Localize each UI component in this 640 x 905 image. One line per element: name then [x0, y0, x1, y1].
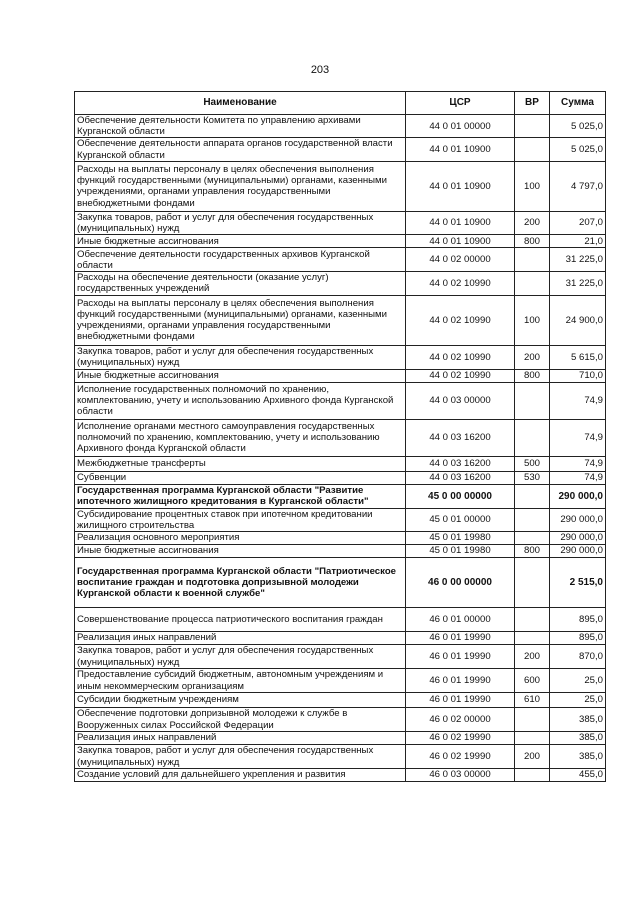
- cell-name: Обеспечение деятельности аппарата органов государственной власти Курганской области: [75, 138, 406, 161]
- cell-csr: 44 0 02 10990: [406, 295, 515, 345]
- table-row: [75, 456, 606, 471]
- cell-name: Исполнение государственных полномочий по хранению, комплектованию, учету и использованию Архивного фонда Курганской области: [75, 382, 406, 419]
- table-row: [75, 382, 606, 419]
- cell-sum: 4 797,0: [550, 161, 606, 211]
- cell-csr: 44 0 02 00000: [406, 248, 515, 272]
- cell-vr: [515, 732, 550, 745]
- cell-vr: 610: [515, 693, 550, 708]
- cell-csr: 46 0 01 00000: [406, 608, 515, 632]
- cell-csr: 46 0 02 19990: [406, 745, 515, 769]
- cell-csr: 46 0 02 19990: [406, 732, 515, 745]
- cell-csr: 44 0 02 10990: [406, 345, 515, 369]
- cell-vr: [515, 115, 550, 138]
- cell-vr: 800: [515, 235, 550, 248]
- cell-sum: 5 025,0: [550, 115, 606, 138]
- table-row: [75, 558, 606, 608]
- cell-csr: 44 0 01 10900: [406, 235, 515, 248]
- cell-vr: [515, 532, 550, 545]
- cell-sum: 31 225,0: [550, 272, 606, 295]
- cell-name: Совершенствование процесса патриотического воспитания граждан: [75, 608, 406, 632]
- header-name: Наименование: [75, 92, 406, 115]
- cell-csr: 45 0 01 19980: [406, 532, 515, 545]
- table-row: [75, 708, 606, 732]
- cell-sum: 21,0: [550, 235, 606, 248]
- cell-csr: 44 0 02 10990: [406, 369, 515, 382]
- header-csr: ЦСР: [406, 92, 515, 115]
- cell-sum: 74,9: [550, 382, 606, 419]
- cell-csr: 44 0 03 16200: [406, 456, 515, 471]
- table-row: [75, 632, 606, 645]
- cell-csr: 46 0 01 19990: [406, 645, 515, 669]
- cell-vr: [515, 558, 550, 608]
- table-row: [75, 248, 606, 272]
- cell-vr: 530: [515, 471, 550, 484]
- cell-vr: [515, 484, 550, 508]
- table-row: [75, 211, 606, 234]
- cell-csr: 44 0 01 10900: [406, 211, 515, 234]
- table-row: [75, 419, 606, 456]
- cell-vr: 200: [515, 645, 550, 669]
- cell-name: Реализация основного мероприятия: [75, 532, 406, 545]
- cell-csr: 44 0 02 10990: [406, 272, 515, 295]
- cell-name: Исполнение органами местного самоуправления государственных полномочий по хранению, комплектованию, учету и использованию Архивного фонда Курганской области: [75, 419, 406, 456]
- cell-sum: 710,0: [550, 369, 606, 382]
- table-row: [75, 769, 606, 782]
- cell-sum: 290 000,0: [550, 484, 606, 508]
- cell-csr: 45 0 01 19980: [406, 545, 515, 558]
- cell-sum: 290 000,0: [550, 532, 606, 545]
- table-row: [75, 161, 606, 211]
- cell-csr: 46 0 01 19990: [406, 693, 515, 708]
- cell-csr: 45 0 01 00000: [406, 508, 515, 531]
- cell-name: Субсидирование процентных ставок при ипотечном кредитовании жилищного строительства: [75, 508, 406, 531]
- cell-vr: 500: [515, 456, 550, 471]
- cell-name: Реализация иных направлений: [75, 732, 406, 745]
- cell-name: Субсидии бюджетным учреждениям: [75, 693, 406, 708]
- cell-name: Закупка товаров, работ и услуг для обеспечения государственных (муниципальных) нужд: [75, 345, 406, 369]
- cell-sum: 895,0: [550, 608, 606, 632]
- header-vr: ВР: [515, 92, 550, 115]
- cell-vr: [515, 382, 550, 419]
- table-row: [75, 608, 606, 632]
- cell-vr: 800: [515, 545, 550, 558]
- cell-vr: 100: [515, 295, 550, 345]
- budget-table: [74, 91, 606, 782]
- cell-csr: 46 0 02 00000: [406, 708, 515, 732]
- cell-vr: [515, 508, 550, 531]
- cell-vr: 100: [515, 161, 550, 211]
- cell-name: Закупка товаров, работ и услуг для обеспечения государственных (муниципальных) нужд: [75, 211, 406, 234]
- cell-sum: 74,9: [550, 419, 606, 456]
- header-sum: Сумма: [550, 92, 606, 115]
- cell-name: Государственная программа Курганской области "Развитие ипотечного жилищного кредитования в Курганской области": [75, 484, 406, 508]
- table-row: [75, 369, 606, 382]
- cell-sum: 895,0: [550, 632, 606, 645]
- cell-name: Реализация иных направлений: [75, 632, 406, 645]
- cell-vr: [515, 138, 550, 161]
- cell-sum: 25,0: [550, 669, 606, 693]
- cell-vr: 200: [515, 211, 550, 234]
- cell-name: Предоставление субсидий бюджетным, автономным учреждениям и иным некоммерческим организациям: [75, 669, 406, 693]
- cell-name: Закупка товаров, работ и услуг для обеспечения государственных (муниципальных) нужд: [75, 645, 406, 669]
- cell-csr: 44 0 03 16200: [406, 471, 515, 484]
- table-row: [75, 693, 606, 708]
- table-header-row: [75, 92, 606, 115]
- cell-sum: 455,0: [550, 769, 606, 782]
- cell-sum: 870,0: [550, 645, 606, 669]
- table-body: [75, 115, 606, 782]
- cell-sum: 290 000,0: [550, 545, 606, 558]
- cell-vr: [515, 272, 550, 295]
- cell-sum: 24 900,0: [550, 295, 606, 345]
- cell-sum: 5 615,0: [550, 345, 606, 369]
- cell-name: Закупка товаров, работ и услуг для обеспечения государственных (муниципальных) нужд: [75, 745, 406, 769]
- cell-vr: 600: [515, 669, 550, 693]
- cell-csr: 46 0 00 00000: [406, 558, 515, 608]
- cell-vr: 800: [515, 369, 550, 382]
- table-row: [75, 138, 606, 161]
- cell-sum: 385,0: [550, 708, 606, 732]
- cell-csr: 44 0 03 16200: [406, 419, 515, 456]
- cell-sum: 290 000,0: [550, 508, 606, 531]
- cell-name: Создание условий для дальнейшего укрепления и развития: [75, 769, 406, 782]
- cell-name: Межбюджетные трансферты: [75, 456, 406, 471]
- cell-vr: [515, 769, 550, 782]
- cell-csr: 46 0 01 19990: [406, 669, 515, 693]
- cell-csr: 44 0 01 00000: [406, 115, 515, 138]
- table-row: [75, 732, 606, 745]
- page-number: 203: [310, 64, 330, 76]
- cell-sum: 31 225,0: [550, 248, 606, 272]
- cell-csr: 44 0 03 00000: [406, 382, 515, 419]
- table-row: [75, 295, 606, 345]
- cell-sum: 385,0: [550, 745, 606, 769]
- cell-csr: 44 0 01 10900: [406, 161, 515, 211]
- table-row: [75, 508, 606, 531]
- cell-csr: 44 0 01 10900: [406, 138, 515, 161]
- table-row: [75, 532, 606, 545]
- cell-vr: [515, 632, 550, 645]
- cell-sum: 385,0: [550, 732, 606, 745]
- table-row: [75, 235, 606, 248]
- cell-name: Иные бюджетные ассигнования: [75, 369, 406, 382]
- cell-vr: 200: [515, 745, 550, 769]
- table-row: [75, 471, 606, 484]
- cell-vr: [515, 248, 550, 272]
- cell-vr: 200: [515, 345, 550, 369]
- cell-sum: 74,9: [550, 456, 606, 471]
- table-row: [75, 272, 606, 295]
- cell-csr: 46 0 03 00000: [406, 769, 515, 782]
- cell-sum: 25,0: [550, 693, 606, 708]
- table-row: [75, 345, 606, 369]
- table-row: [75, 645, 606, 669]
- cell-vr: [515, 708, 550, 732]
- cell-name: Расходы на обеспечение деятельности (оказание услуг) государственных учреждений: [75, 272, 406, 295]
- cell-sum: 207,0: [550, 211, 606, 234]
- cell-sum: 2 515,0: [550, 558, 606, 608]
- table-row: [75, 115, 606, 138]
- table-row: [75, 484, 606, 508]
- cell-sum: 74,9: [550, 471, 606, 484]
- cell-vr: [515, 608, 550, 632]
- cell-name: Иные бюджетные ассигнования: [75, 545, 406, 558]
- cell-name: Обеспечение подготовки допризывной молодежи к службе в Вооруженных силах Российской Федерации: [75, 708, 406, 732]
- cell-name: Расходы на выплаты персоналу в целях обеспечения выполнения функций государственными (муниципальными) органами, казенными учреждениями, органами управления государственными внебюджетными фондами: [75, 161, 406, 211]
- table-row: [75, 545, 606, 558]
- table-row: [75, 745, 606, 769]
- cell-name: Субвенции: [75, 471, 406, 484]
- cell-name: Государственная программа Курганской области "Патриотическое воспитание граждан и подготовка допризывной молодежи Курганской области к военной службе": [75, 558, 406, 608]
- cell-name: Расходы на выплаты персоналу в целях обеспечения выполнения функций государственными (муниципальными) органами, казенными учреждениями, органами управления государственными внебюджетными фондами: [75, 295, 406, 345]
- cell-name: Иные бюджетные ассигнования: [75, 235, 406, 248]
- table-row: [75, 669, 606, 693]
- cell-sum: 5 025,0: [550, 138, 606, 161]
- cell-csr: 46 0 01 19990: [406, 632, 515, 645]
- cell-name: Обеспечение деятельности государственных архивов Курганской области: [75, 248, 406, 272]
- cell-csr: 45 0 00 00000: [406, 484, 515, 508]
- cell-vr: [515, 419, 550, 456]
- cell-name: Обеспечение деятельности Комитета по управлению архивами Курганской области: [75, 115, 406, 138]
